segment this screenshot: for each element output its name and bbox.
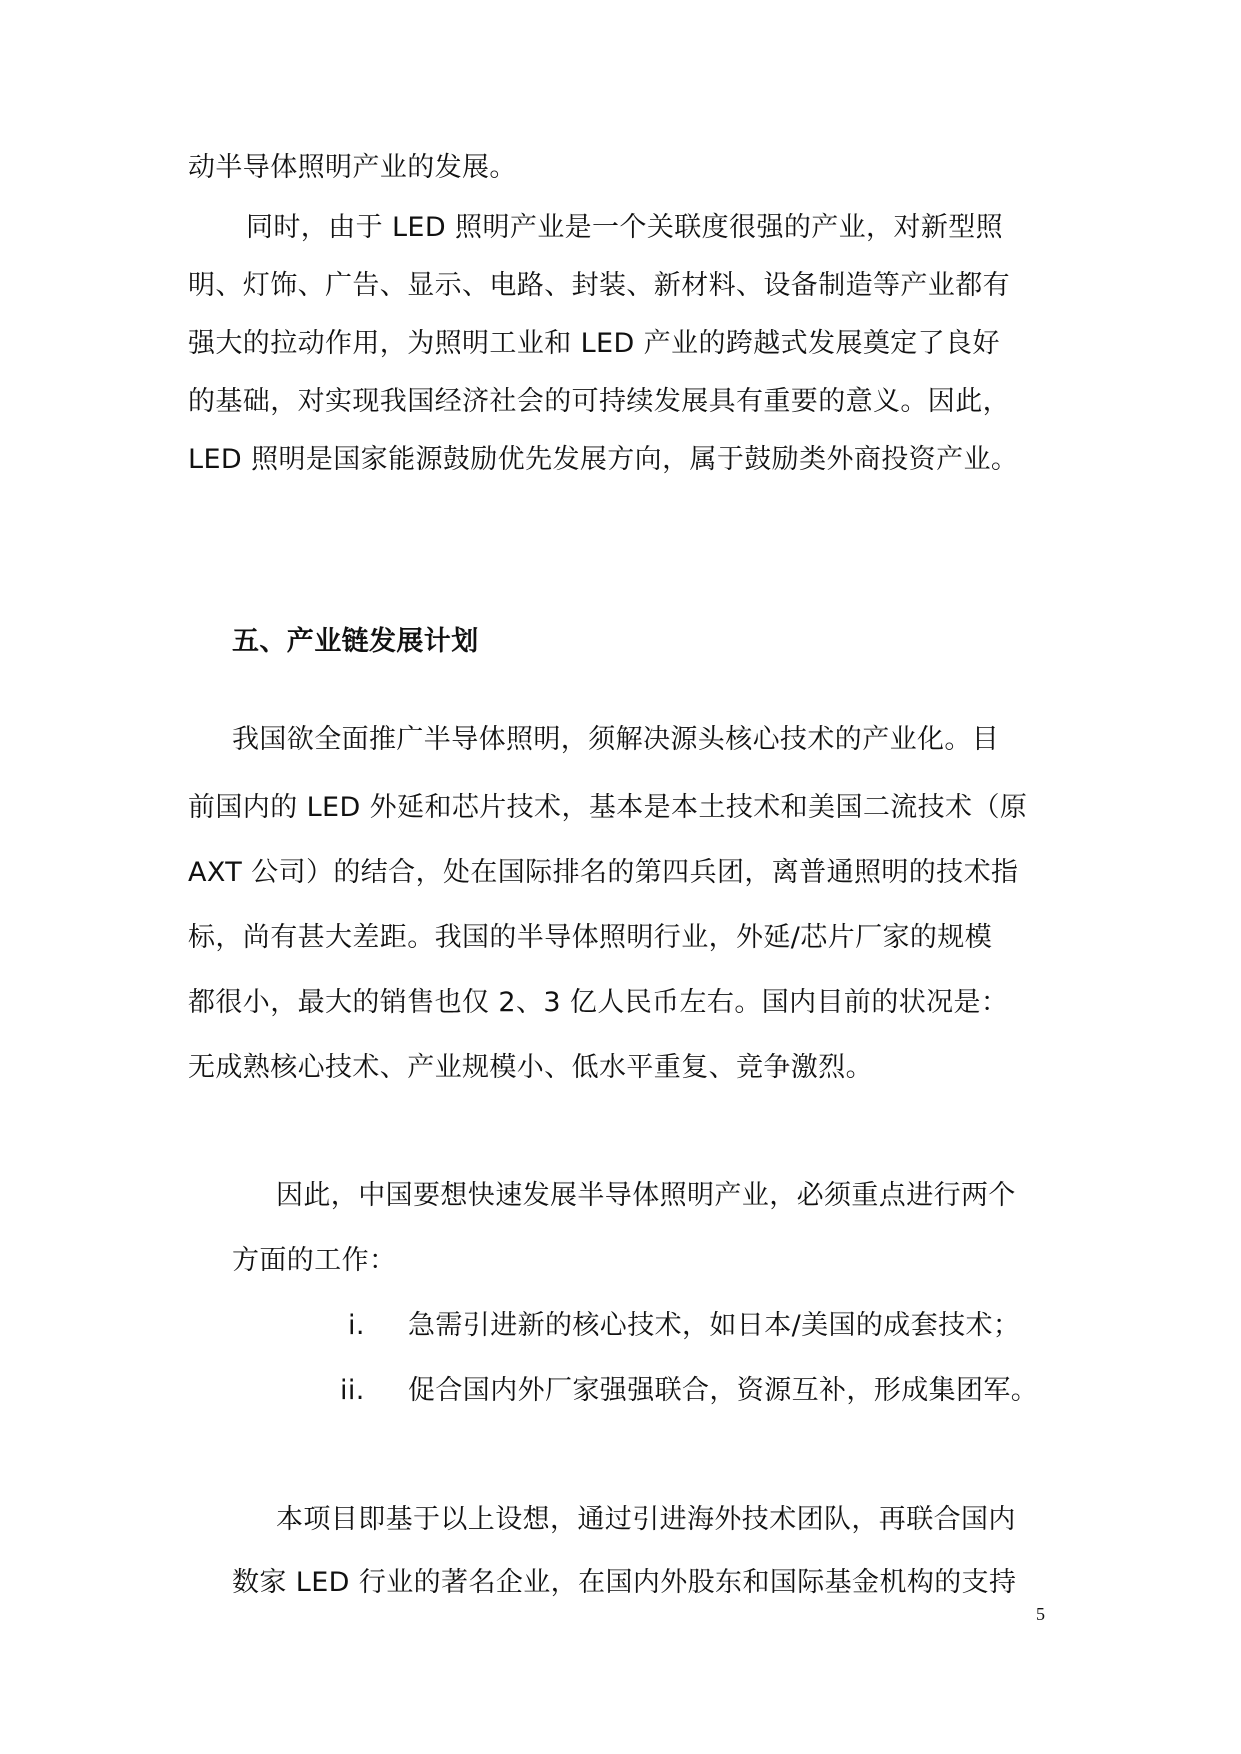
list-item-text: 急需引进新的核心技术，如日本/美国的成套技术； <box>408 1310 1021 1341</box>
paragraph-line: 标，尚有甚大差距。我国的半导体照明行业，外延/芯片厂家的规模 <box>188 922 993 953</box>
paragraph-line: 前国内的 LED 外延和芯片技术，基本是本土技术和美国二流技术（原 <box>188 792 1028 823</box>
paragraph-line: AXT 公司）的结合，处在国际排名的第四兵团，离普通照明的技术指 <box>188 857 1019 888</box>
list-item-number: ii. <box>340 1375 365 1406</box>
paragraph-line: 明、灯饰、广告、显示、电路、封装、新材料、设备制造等产业都有 <box>188 270 1010 301</box>
page-number: 5 <box>1036 1604 1045 1624</box>
paragraph-line: 强大的拉动作用，为照明工业和 LED 产业的跨越式发展奠定了良好 <box>188 328 1000 359</box>
paragraph-line: 同时，由于 LED 照明产业是一个关联度很强的产业，对新型照 <box>246 212 1004 243</box>
paragraph-line: 数家 LED 行业的著名企业，在国内外股东和国际基金机构的支持 <box>232 1567 1017 1598</box>
paragraph-line: LED 照明是国家能源鼓励优先发展方向，属于鼓励类外商投资产业。 <box>188 444 1019 475</box>
section-heading: 五、产业链发展计划 <box>232 626 479 657</box>
paragraph-line: 方面的工作： <box>232 1245 397 1276</box>
list-item-text: 促合国内外厂家强强联合，资源互补，形成集团军。 <box>408 1375 1039 1406</box>
paragraph-line: 本项目即基于以上设想，通过引进海外技术团队，再联合国内 <box>276 1504 1016 1535</box>
paragraph-line: 的基础，对实现我国经济社会的可持续发展具有重要的意义。因此， <box>188 386 1010 417</box>
paragraph-line: 都很小，最大的销售也仅 2、3 亿人民币左右。国内目前的状况是： <box>188 987 1009 1018</box>
list-item-number: i. <box>348 1310 365 1341</box>
paragraph-line: 我国欲全面推广半导体照明，须解决源头核心技术的产业化。目 <box>232 724 1000 755</box>
paragraph-line: 因此，中国要想快速发展半导体照明产业，必须重点进行两个 <box>276 1180 1016 1211</box>
paragraph-line: 动半导体照明产业的发展。 <box>188 152 517 183</box>
paragraph-line: 无成熟核心技术、产业规模小、低水平重复、竞争激烈。 <box>188 1052 873 1083</box>
